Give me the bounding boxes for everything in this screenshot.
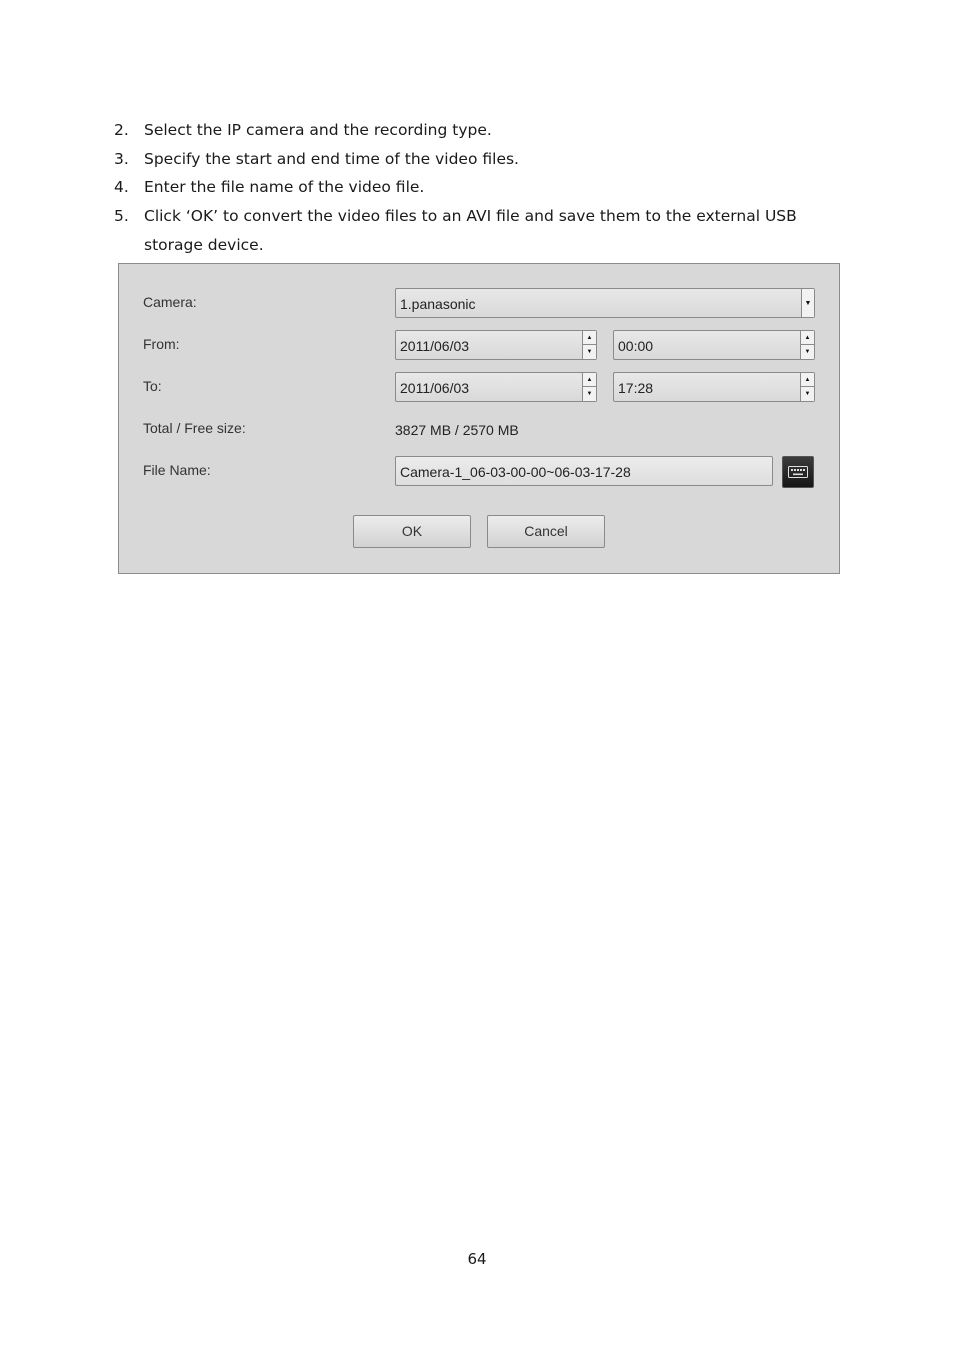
spin-up-icon[interactable]: ▲: [801, 331, 814, 345]
spin-up-icon[interactable]: ▲: [583, 373, 596, 387]
camera-select[interactable]: [395, 288, 815, 318]
to-time-value: 17:28: [618, 380, 654, 396]
keyboard-icon: [788, 466, 808, 478]
instruction-steps: [114, 116, 844, 260]
filename-input[interactable]: [395, 456, 773, 486]
step-text: Click ‘OK’ to convert the video files to an AVI file and save them to the external USB storage device.: [144, 207, 797, 254]
from-time-spin-buttons[interactable]: [800, 331, 814, 359]
from-date-spin-buttons[interactable]: [582, 331, 596, 359]
from-date-spinner[interactable]: [395, 330, 597, 360]
filename-input-value: Camera-1_06-03-00-00~06-03-17-28: [400, 464, 631, 480]
to-time-spin-buttons[interactable]: [800, 373, 814, 401]
from-label: From:: [143, 336, 180, 352]
step-number: 2.: [114, 121, 129, 139]
step-item: [114, 145, 844, 174]
chevron-down-icon[interactable]: ▼: [801, 289, 814, 317]
from-date-value: 2011/06/03: [400, 338, 470, 354]
keyboard-button[interactable]: [782, 456, 814, 488]
step-item: [114, 173, 844, 202]
camera-select-value: 1.panasonic: [400, 296, 476, 312]
camera-label: Camera:: [143, 294, 197, 310]
step-number: 5.: [114, 207, 129, 226]
from-time-spinner[interactable]: [613, 330, 815, 360]
to-date-spinner[interactable]: [395, 372, 597, 402]
step-number: 3.: [114, 149, 129, 168]
page-number: 64: [467, 1250, 487, 1268]
spin-up-icon[interactable]: ▲: [801, 373, 814, 387]
step-text: Specify the start and end time of the video files.: [144, 149, 519, 168]
spin-down-icon[interactable]: ▼: [586, 349, 593, 355]
step-text: Enter the file name of the video file.: [144, 178, 425, 197]
step-text: Select the IP camera and the recording type.: [144, 121, 492, 139]
step-item: [114, 116, 844, 145]
spin-down-icon[interactable]: ▼: [586, 391, 593, 397]
to-date-spin-buttons[interactable]: [582, 373, 596, 401]
from-time-value: 00:00: [618, 338, 654, 354]
to-time-spinner[interactable]: [613, 372, 815, 402]
to-label: To:: [143, 378, 162, 394]
to-date-value: 2011/06/03: [400, 380, 470, 396]
export-dialog: [118, 263, 840, 574]
size-value: 3827 MB / 2570 MB: [395, 422, 519, 438]
cancel-button[interactable]: Cancel: [487, 515, 605, 548]
step-item: [114, 202, 844, 259]
spin-down-icon[interactable]: ▼: [804, 391, 811, 397]
filename-label: File Name:: [143, 462, 211, 478]
size-label: Total / Free size:: [143, 420, 246, 436]
spin-up-icon[interactable]: ▲: [583, 331, 596, 345]
ok-button[interactable]: OK: [353, 515, 471, 548]
step-number: 4.: [114, 178, 129, 197]
spin-down-icon[interactable]: ▼: [804, 349, 811, 355]
